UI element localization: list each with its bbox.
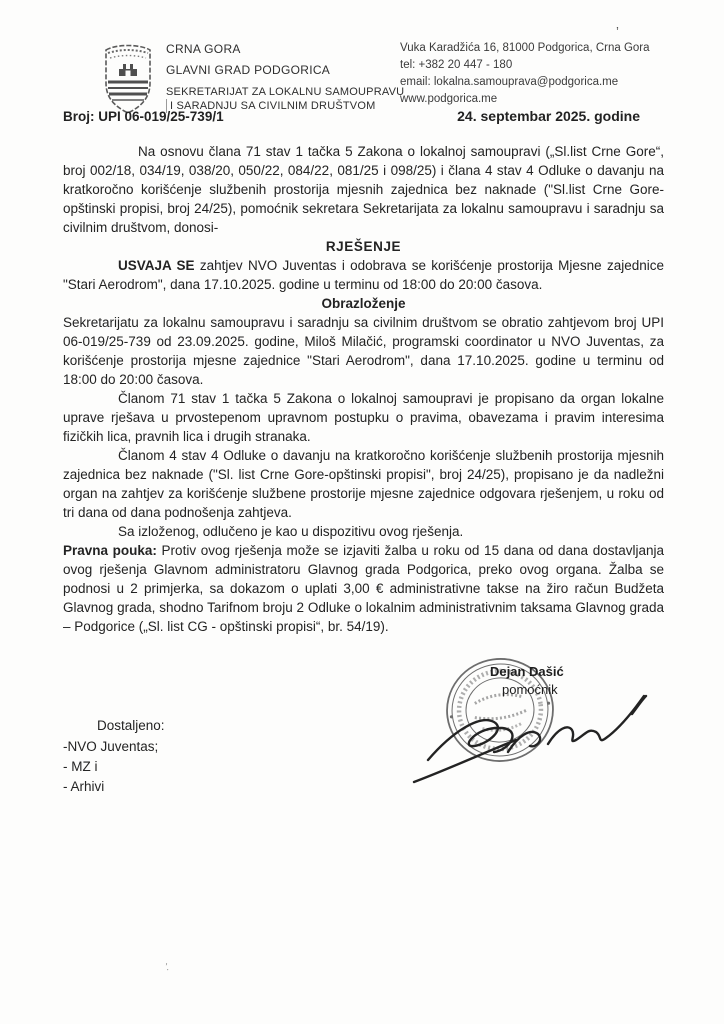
rationale-paragraph-1: Sekretarijatu za lokalnu samoupravu i saradnju sa civilnim društvom se obratio zahtjevom broj UPI 06-019/25-739 od 23.09.2025. godine, Miloš Milačić, programski coordinator u NVO Juventas, za korišćenje prostorija mjesne zajednice "Stari Aerodrom", dana 17.10.2025. godine u terminu od 18:00 do 20:00 časova. <box>63 315 664 387</box>
conclusion-paragraph: Sa izloženog, odlučeno je kao u dispozitivu ovog rješenja. <box>118 524 464 539</box>
contact-website: www.podgorica.me <box>400 93 498 105</box>
distribution-item: -NVO Juventas; <box>63 739 159 754</box>
decision-paragraph <box>63 256 664 294</box>
org-secretariat-line2: I SARADNJU SA CIVILNIM DRUŠTVOM <box>166 99 404 113</box>
intro-paragraph: Na osnovu člana 71 stav 1 tačka 5 Zakona o lokalnoj samoupravi („Sl.list Crne Gore“, broj 002/18, 034/19, 038/20, 050/22, 084/22, 081/25 i 098/25) i člana 4 stav 4 Odluke o davanju na kratkoročno korišćenje službenih prostorija mjesnih zajednica bez naknade ("Sl.list Crne Gore-opštinski propisi, broj 24/25), pomoćnik sekretara Sekretarijata za lokalnu samoupravu i saradnju sa civilnim društvom, donosi- <box>63 144 664 235</box>
distribution-item: - Arhivi <box>63 779 105 794</box>
org-country: CRNA GORA <box>166 42 241 56</box>
podgorica-coat-of-arms-icon <box>99 36 157 116</box>
signer-title: pomoćnik <box>502 682 558 697</box>
signer-name: Dejan Dašić <box>490 664 564 679</box>
scan-speck-artifact: ʼ. <box>164 961 171 973</box>
rationale-paragraph-2: Članom 71 stav 1 tačka 5 Zakona o lokalnoj samoupravi je propisano da organ lokalne uprave rješava u prvostepenom upravnom postupku o pravima, obavezama i pravim interesima fizičkih lica, pravnih lica i drugih stranaka. <box>63 391 664 444</box>
contact-address: Vuka Karadžića 16, 81000 Podgorica, Crna Gora <box>400 42 650 54</box>
signature-block <box>390 648 690 818</box>
handwritten-signature <box>414 696 646 782</box>
letterhead-contact <box>400 40 650 108</box>
decision-rest: zahtjev NVO Juventas i odobrava se korišćenje prostorija Mjesne zajednice "Stari Aerodrom", dana 17.10.2025. godine u terminu od 18:00 do 20:00 časova. <box>63 258 664 292</box>
distribution-item: - MZ i <box>63 759 98 774</box>
case-number: Broj: UPI 06-019/25-739/1 <box>63 109 224 124</box>
rationale-paragraph-3: Članom 4 stav 4 Odluke o davanju na kratkoročno korišćenje službenih prostorija mjesnih zajednica bez naknade ("Sl. list Crne Gore-opštinski propisi", broj 24/25), propisano je da nadležni organ na zahtjev za korišćenje službene prostorije mjesne zajednice odgovara rješenjem, u roku od tri dana od dana podnošenja zahtjeva. <box>63 448 664 520</box>
document-body <box>63 142 664 636</box>
document-date: 24. septembar 2025. godine <box>457 108 640 124</box>
letterhead-organisation <box>166 42 404 113</box>
distribution-list <box>63 716 165 797</box>
contact-email: email: lokalna.samouprava@podgorica.me <box>400 76 619 88</box>
contact-phone: tel: +382 20 447 - 180 <box>400 59 513 71</box>
legal-remedy-rest: Protiv ovog rješenja može se izjaviti žalba u roku od 15 dana od dana dostavljanja ovog rješenja Glavnom administratoru Glavnog grada Podgorica, preko ovog organa. Žalba se podnosi u 2 primjerka, sa dokazom o uplati 3,00 € administrativne takse na žiro račun Budžeta Glavnog grada, shodno Tarifnom broju 2 Odluke o lokalnim administrativnim taksama Glavnog grada – Podgorice („Sl. list CG - opštinski propisi“, br. 54/19). <box>63 543 664 634</box>
scan-corner-mark: ’ <box>616 24 619 39</box>
distribution-label: Dostaljeno: <box>97 718 165 733</box>
org-secretariat-line1: SEKRETARIJAT ZA LOKALNU SAMOUPRAVU <box>166 86 405 98</box>
rationale-title: Obrazloženje <box>321 296 406 311</box>
org-city: GLAVNI GRAD PODGORICA <box>166 63 331 77</box>
legal-remedy-paragraph <box>63 541 664 636</box>
legal-remedy-lead: Pravna pouka: <box>63 543 157 558</box>
decision-title: RJEŠENJE <box>325 239 402 254</box>
decision-lead: USVAJA SE <box>118 258 195 273</box>
